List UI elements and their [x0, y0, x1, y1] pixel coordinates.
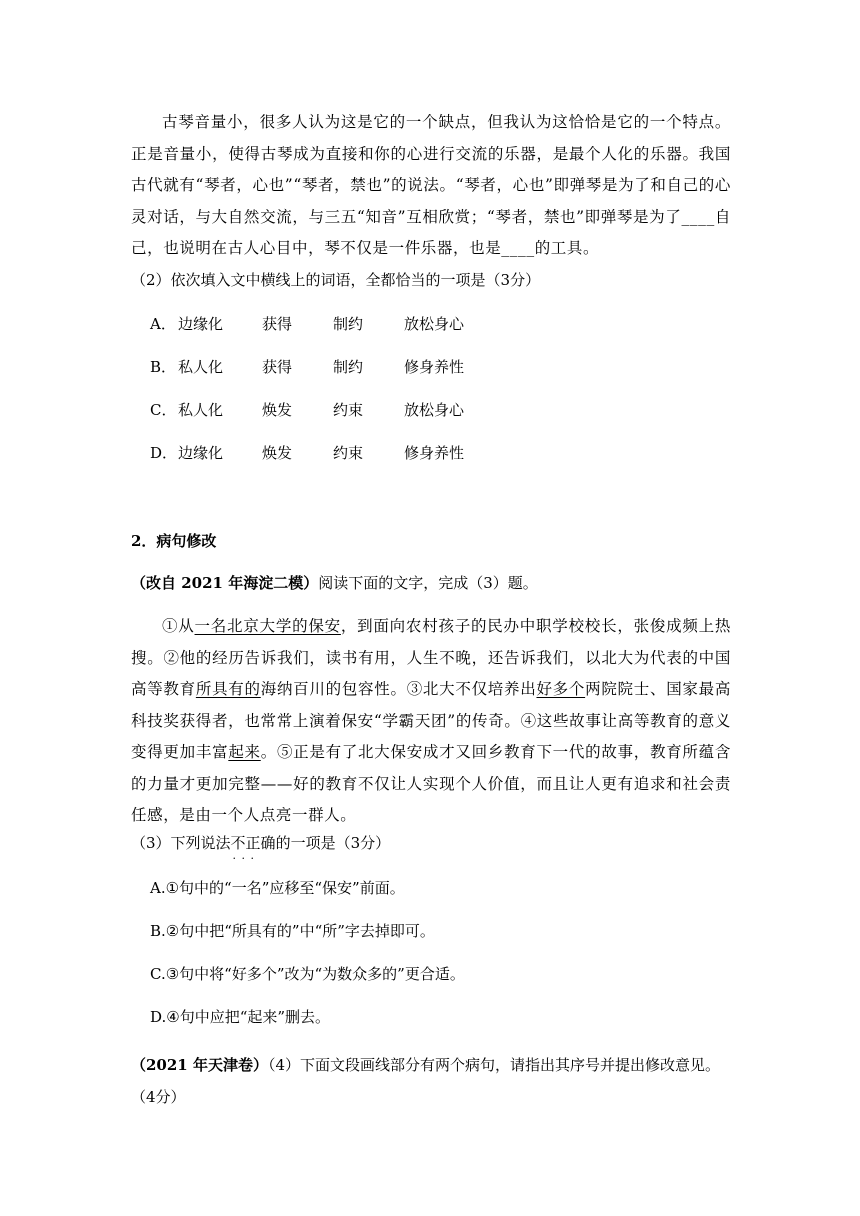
option-word-2: 获得: [262, 315, 293, 333]
option-word-3: 约束: [333, 444, 364, 462]
q3-option-a: A.①句中的“一名”应移至“保安”前面。: [150, 879, 405, 897]
question-4-score: （4分）: [131, 1088, 186, 1106]
option-word-1: 边缘化: [178, 315, 224, 333]
option-word-2: 焕发: [262, 444, 293, 462]
question-4-text: （4）下面文段画线部分有两个病句，请指出其序号并提出修改意见。: [267, 1056, 721, 1074]
question-2-prompt: （2）依次填入文中横线上的词语，全都恰当的一项是（3分）: [131, 271, 541, 289]
q3-option-b: B.②句中把“所具有的”中“所”字去掉即可。: [150, 922, 435, 940]
sentence-4-start: ④这些故事让高等教育的意义变得更加丰富: [131, 711, 731, 761]
option-word-1: 私人化: [178, 401, 224, 419]
underlined-phrase-2: 所具有的: [195, 680, 261, 698]
source-tag: （2021 年天津卷）: [131, 1056, 268, 1074]
option-b: [150, 356, 464, 378]
q3-option-c: C.③句中将“好多个”改为“为数众多的”更合适。: [150, 965, 465, 983]
underlined-phrase-4: 起来: [228, 743, 261, 761]
passage-guqin: 古琴音量小，很多人认为这是它的一个缺点，但我认为这恰恰是它的一个特点。正是音量小，使得古琴成为直接和你的心进行交流的乐器，是最个人化的乐器。我国古代就有“琴者，心也”“琴者，禁也”的说法。“琴者，心也”即弹琴是为了和自己的心灵对话，与大自然交流，与三五“知音”互相欣赏；“琴者，禁也”即弹琴是为了____自己，也说明在古人心目中，琴不仅是一件乐器，也是____的工具。: [131, 113, 731, 257]
question-4-prompt: [131, 1049, 741, 1113]
option-word-2: 焕发: [262, 401, 293, 419]
option-letter: C．: [150, 401, 177, 419]
sentence-1-start: ①从: [162, 617, 195, 635]
option-letter: D．: [150, 444, 178, 462]
source-instruction: 阅读下面的文字，完成（3）题。: [318, 574, 538, 592]
section-heading: 2．病句修改: [131, 532, 217, 550]
sentence-4-end: 。: [260, 743, 277, 761]
emphasis-dots: 不正确 · · ·: [231, 834, 276, 852]
option-word-3: 约束: [333, 401, 364, 419]
option-word-3: 制约: [333, 315, 364, 333]
underlined-phrase-3: 好多个: [536, 680, 586, 698]
option-word-4: 放松身心: [404, 315, 465, 333]
option-word-1: 私人化: [178, 358, 224, 376]
source-tag: （改自 2021 年海淀二模）: [131, 574, 319, 592]
option-word-4: 修身养性: [404, 444, 465, 462]
question-3-suffix: 的一项是（3分）: [275, 834, 391, 852]
option-letter: B．: [150, 358, 177, 376]
sentence-1-end: ，到面向农村孩子的民办中职学校校长，张俊成频上热搜。: [131, 617, 732, 667]
option-word-4: 放松身心: [404, 401, 465, 419]
question-3-prompt: [131, 831, 731, 855]
sentence-3-end: 两院院士、国家最高科技奖获得者，也常常上演着保安“学霸天团”的传奇。: [131, 680, 731, 730]
option-d: [150, 442, 464, 464]
source-line: [131, 571, 731, 595]
option-word-2: 获得: [262, 358, 293, 376]
sentence-5: ⑤正是有了北大保安成才又回乡教育下一代的故事，教育所蕴含的力量才更加完整——好的教育不仅让人实现个人价值，而且让人更有追求和社会责任感，是由一个人点亮一群人。: [131, 743, 731, 824]
option-word-3: 制约: [333, 358, 364, 376]
option-word-4: 修身养性: [404, 358, 465, 376]
q3-option-d: D.④句中应把“起来”删去。: [150, 1008, 331, 1026]
passage-sick-sentences: [131, 611, 731, 832]
underlined-phrase-1: 一名北京大学的保安: [194, 617, 341, 635]
option-a: [150, 313, 464, 335]
option-letter: A．: [150, 315, 176, 333]
sentence-2-end: 海纳百川的包容性。: [260, 680, 407, 698]
option-word-1: 边缘化: [178, 444, 224, 462]
sentence-3-start: ③北大不仅培养出: [406, 680, 537, 698]
option-c: [150, 399, 464, 421]
sentence-2-start: ②他的经历告诉我们，读书有用，人生不晚，还告诉我们，以北大为代表的中国高等教育: [131, 648, 731, 698]
question-3-prefix: （3）下列说法: [131, 834, 231, 852]
